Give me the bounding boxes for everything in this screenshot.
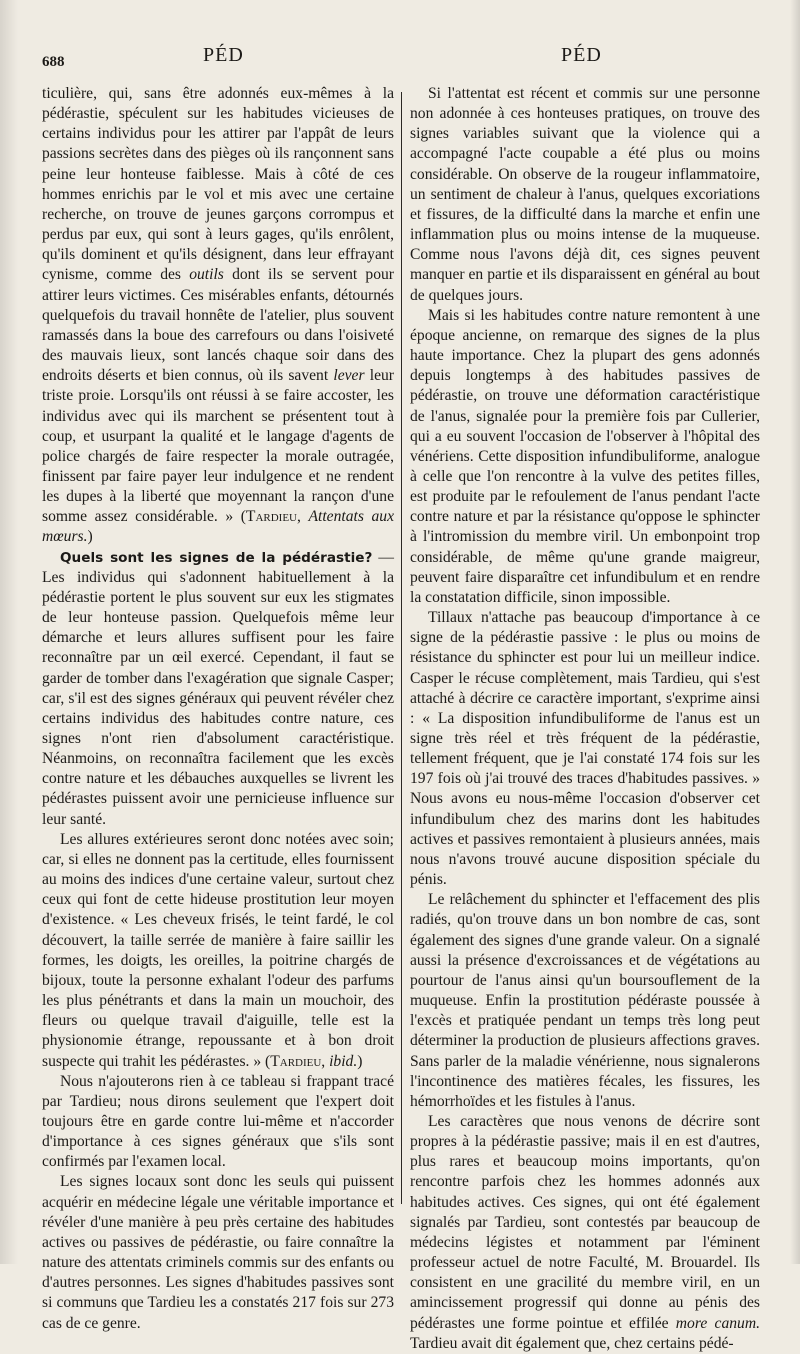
paragraph: Les allures extérieures seront donc notées avec soin; car, si elles ne donnent pas la certitude, elles fournissent au moins des indices d'une certaine valeur, surtout chez ceux qui font de cette hideuse prostitution leur moyen d'existence. « Les cheveux frisés, le teint fardé, le col découvert, la taille serrée de manière à faire saillir les formes, les doigts, les oreilles, la poitrine chargés de bijoux, toute la personne exhalant l'odeur des parfums les plus pénétrants et dans la main un mouchoir, des fleurs ou quelque travail d'aiguille, telle est la physionomie étrange, repoussante et à bon droit suspecte qui trahit les pédérastes. » (Tardieu, ibid.) [42, 830, 394, 1070]
paragraph: Les signes locaux sont donc les seuls qui puissent acquérir en médecine légale une véritable importance et révéler d'une manière à peu près certaine des habitudes actives ou passives de pédérastie, ou faire connaître la nature des attentats criminels commis sur des enfants ou d'autres personnes. Les signes d'habitudes passives sont si communs que Tardieu les a constatés 217 fois sur 273 cas de ce genre. [42, 1173, 394, 1332]
paragraph: Si l'attentat est récent et commis sur une personne non adonnée à ces honteuses pratiques, on trouve des signes variables suivant que la violence qui a accompagné l'acte coupable a été plus ou moins considérable. On observe de la rougeur inflammatoire, un sentiment de chaleur à l'anus, quelques excoriations et fissures, de la difficulté dans la marche et enfin une inflammation plus ou moins intense de la muqueuse. Comme nous l'avons déjà dit, ces signes peuvent manquer en partie et ils disparaissent en général au bout de quelques jours. [410, 85, 760, 304]
paragraph: Les caractères que nous venons de décrire sont propres à la pédérastie passive; mais il en est d'autres, plus rares et beaucoup moins importants, qu'on rencontre parfois chez les hommes adonnés aux habitudes actives. Ces signes, qui ont été également signalés par Tardieu, sont contestés par beaucoup de médecins légistes et notamment par l'éminent professeur actuel de notre Faculté, M. Brouardel. Ils consistent en une gracilité du membre viril, en un amincissement progressif qui donne au pénis des pédérastes une forme pointue et effilée more canum. Tardieu avait dit également que, chez certains pédé- [410, 1112, 760, 1352]
paragraph: Mais si les habitudes contre nature remontent à une époque ancienne, on remarque des signes de la plus haute importance. Chez la plupart des gens adonnés depuis longtemps à des habitudes passives de pédérastie, on trouve une déformation caractéristique de l'anus, signalée pour la première fois par Cullerier, qui a eu souvent l'occasion de l'observer à l'hôpital des vénériens. Cette disposition infundibuliforme, analogue à celle que l'on rencontre à la vulve des petites filles, est produite par le refoulement de l'anus pendant l'acte contre nature et par la résistance qu'oppose le sphincter à l'intromission du membre viril. Un embonpoint trop considérable, de même qu'une grande maigreur, peuvent faire disparaître cet infundibulum et en rendre la constatation difficile, sinon impossible. [410, 306, 760, 606]
column-divider [401, 92, 402, 1204]
page-number: 688 [42, 54, 65, 70]
paragraph: Nous n'ajouterons rien à ce tableau si frappant tracé par Tardieu; nous dirons seulement que l'expert doit toujours être en garde contre lui-même et n'accorder d'importance à ces signes généraux que s'ils sont confirmés par l'examen local. [42, 1072, 394, 1171]
paragraph: Quels sont les signes de la pédérastie? — Les individus qui s'adonnent habituellement à la pédérastie portent le plus souvent sur eux les stigmates de leur honteuse passion. Quelquefois même leur démarche et leurs allures suffisent pour les faire reconnaître par un œil exercé. Cependant, il faut se garder de tomber dans l'exagération que signale Casper; car, s'il est des signes généraux qui peuvent révéler chez certains individus des habitudes contre nature, ces signes n'ont rien d'absolument caractéristique. Néanmoins, on reconnaîtra facilement que les excès contre nature et les débauches auxquelles se livrent les pédérastes puissent avoir une pernicieuse influence sur leur santé. [42, 548, 395, 828]
running-head-right: PÉD [561, 44, 602, 66]
right-column [410, 84, 760, 1354]
section-question: Quels sont les signes de la pédérastie? [60, 549, 373, 566]
page-edge-shadow [790, 0, 800, 1264]
binding-shadow [0, 0, 18, 1264]
running-head-left: PÉD [203, 44, 244, 66]
paragraph: Tillaux n'attache pas beaucoup d'importance à ce signe de la pédérastie passive : le plus ou moins de résistance du sphincter est pour lui un meilleur indice. Casper le récuse complètement, mais Tardieu, qui s'est attaché à décrire ce caractère important, s'exprime ainsi : « La disposition infundibuliforme de l'anus est un signe très réel et très fréquent de la pédérastie, tellement fréquent, que je l'ai constaté 174 fois sur les 197 fois où j'ai trouvé des traces d'habitudes passives. » Nous avons eu nous-même l'occasion d'observer cet infundibulum chez des marins dont les habitudes actives et passives remontaient à plusieurs années, mais nous n'avons trouvé aucune disposition spéciale du pénis. [410, 609, 760, 889]
paragraph: Le relâchement du sphincter et l'effacement des plis radiés, qu'on trouve dans un bon nombre de cas, sont également des signes d'une grande valeur. On a signalé aussi la présence d'excroissances et de végétations au pourtour de l'anus ainsi qu'un boursouflement de la muqueuse. Enfin la prostitution pédéraste poussée à l'excès et pratiquée pendant un temps très long peut déterminer la production de plusieurs affections graves. Sans parler de la maladie vénérienne, nous signalerons l'incontinence des matières fécales, les fissures, les hémorrhoïdes et les fistules à l'anus. [410, 891, 760, 1110]
paragraph: ticulière, qui, sans être adonnés eux-mêmes à la pédérastie, spéculent sur les habitudes vicieuses de certains individus pour les attirer par l'appât de leurs passions secrètes dans des pièges où ils rançonnent sans peine leur honteuse faiblesse. Mais à côté de ces hommes enrichis par le vol et mis avec une certaine recherche, on trouve de jeunes garçons corrompus et perdus par eux, qui sont à leurs gages, qu'ils enrôlent, qu'ils dominent et qu'ils désignent, dans leur effrayant cynisme, comme des outils dont ils se servent pour attirer leurs victimes. Ces misérables enfants, détournés quelquefois du travail honnête de l'atelier, plus souvent ramassés dans la boue des carrefours ou dans l'oisiveté des mauvais lieux, sont lancés chaque soir dans des endroits déserts et bien connus, où ils savent lever leur triste proie. Lorsqu'ils ont réussi à se faire accoster, les individus avec qui ils marchent se présentent tout à coup, et usurpant la qualité et le langage d'agents de police chargés de faire respecter la morale outragée, finissent par faire payer leur indulgence et ne rendent les dupes à la liberté que moyennant la rançon d'une somme assez considérable. » (Tardieu, Attentats aux mœurs.) [42, 85, 394, 546]
left-column [42, 84, 394, 1334]
